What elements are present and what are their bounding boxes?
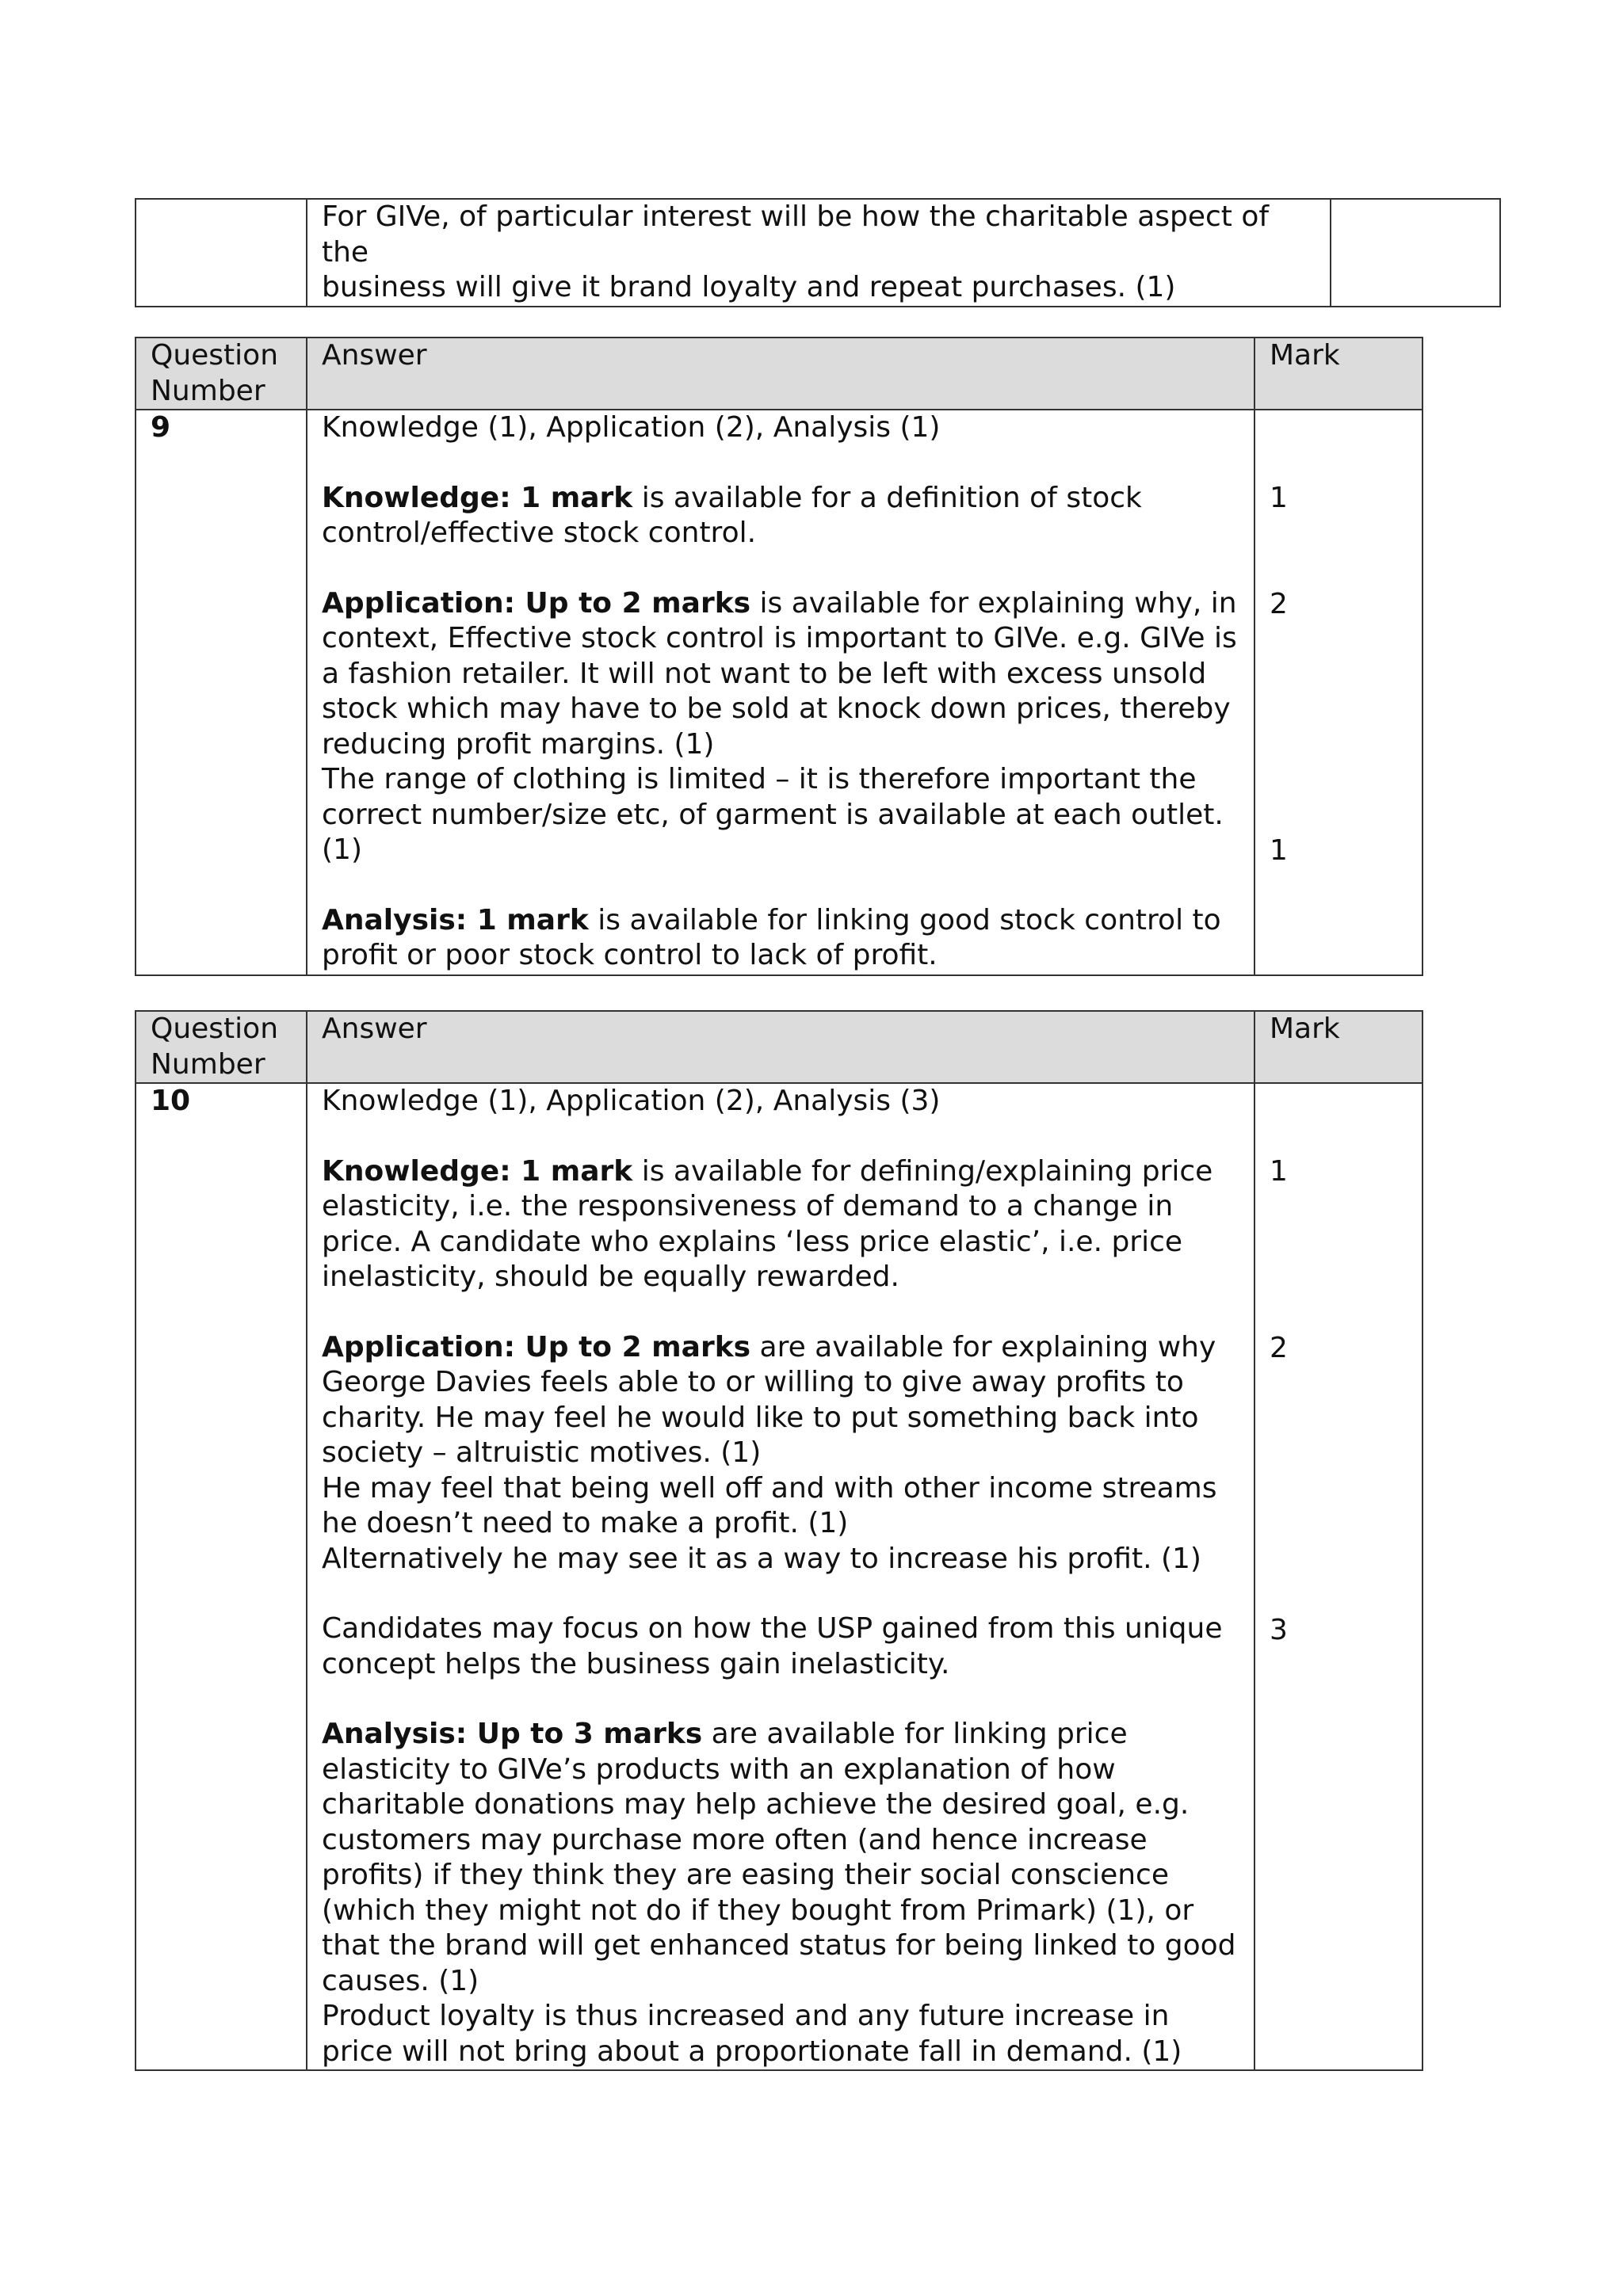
answer-header: Answer (307, 338, 1254, 410)
analysis-paragraph: Analysis: Up to 3 marks are available for linking price elasticity to GIVe’s products with an explanation of how charitable donations may help achieve the desired goal, e.g. customers may purchase more often (and hence increase profits) if they think they are easing their social conscience (which they might not do if they bought from Primark) (1), or that the brand will get enhanced status for being linked to good causes. (1) (322, 1718, 1236, 1997)
analysis-paragraph: Analysis: 1 mark is available for linking good stock control to profit or poor stock control to lack of profit. (322, 903, 1221, 971)
continuation-line-2: business will give it brand loyalty and repeat purchases. (1) (322, 271, 1176, 303)
answer-cell (307, 1083, 1254, 2070)
continuation-table (135, 198, 1501, 307)
knowledge-paragraph: Knowledge: 1 mark is available for defining/explaining price elasticity, i.e. the responsiveness of demand to a change in price. A candidate who explains ‘less price elastic’, i.e. price inelasticity, should be equally rewarded. (322, 1154, 1213, 1293)
application-extra: The range of clothing is limited – it is therefore important the correct number/size etc, of garment is available at each outlet. (1) (322, 763, 1224, 866)
analysis-mark: 1 (1270, 834, 1288, 867)
question-10-table (135, 1010, 1423, 2071)
question-number-header: Question Number (136, 338, 307, 410)
question-number: 10 (136, 1083, 307, 2070)
answer-header: Answer (307, 1011, 1254, 1083)
answer-cell (307, 410, 1254, 975)
knowledge-mark: 1 (1270, 482, 1288, 514)
application-extra-2: Alternatively he may see it as a way to increase his profit. (1) (322, 1542, 1201, 1575)
continuation-question-cell (136, 199, 307, 307)
mark-cell (1254, 1083, 1423, 2070)
summary: Knowledge (1), Application (2), Analysis (1) (322, 411, 941, 444)
mark-header: Mark (1254, 1011, 1423, 1083)
analysis-extra: Product loyalty is thus increased and any future increase in price will not bring about a proportionate fall in demand. (1) (322, 2000, 1182, 2068)
question-number-header: Question Number (136, 1011, 307, 1083)
application-paragraph: Application: Up to 2 marks are available for explaining why George Davies feels able to or willing to give away profits to charity. He may feel he would like to put something back into society – altruistic motives. (1) (322, 1330, 1216, 1469)
mark-header: Mark (1254, 338, 1423, 410)
continuation-line-1: For GIVe, of particular interest will be how the charitable aspect of the (322, 200, 1270, 269)
usp-paragraph: Candidates may focus on how the USP gained from this unique concept helps the business gain inelasticity. (322, 1612, 1223, 1680)
question-number: 9 (136, 410, 307, 975)
application-mark: 2 (1270, 1331, 1288, 1364)
question-9-table (135, 337, 1423, 976)
application-extra-1: He may feel that being well off and with other income streams he doesn’t need to make a profit. (1) (322, 1471, 1217, 1539)
knowledge-paragraph: Knowledge: 1 mark is available for a definition of stock control/effective stock control. (322, 481, 1142, 549)
usp-mark: 3 (1270, 1613, 1288, 1646)
application-mark: 2 (1270, 587, 1288, 620)
summary: Knowledge (1), Application (2), Analysis (3) (322, 1085, 941, 1117)
continuation-mark-cell (1331, 199, 1500, 307)
continuation-answer-cell (307, 199, 1331, 307)
knowledge-mark: 1 (1270, 1155, 1288, 1188)
application-paragraph: Application: Up to 2 marks is available for explaining why, in context, Effective stock control is important to GIVe. e.g. GIVe is a fashion retailer. It will not want to be left with excess unsold stock which may have to be sold at knock down prices, thereby reducing profit margins. (1) (322, 586, 1237, 761)
mark-cell (1254, 410, 1423, 975)
